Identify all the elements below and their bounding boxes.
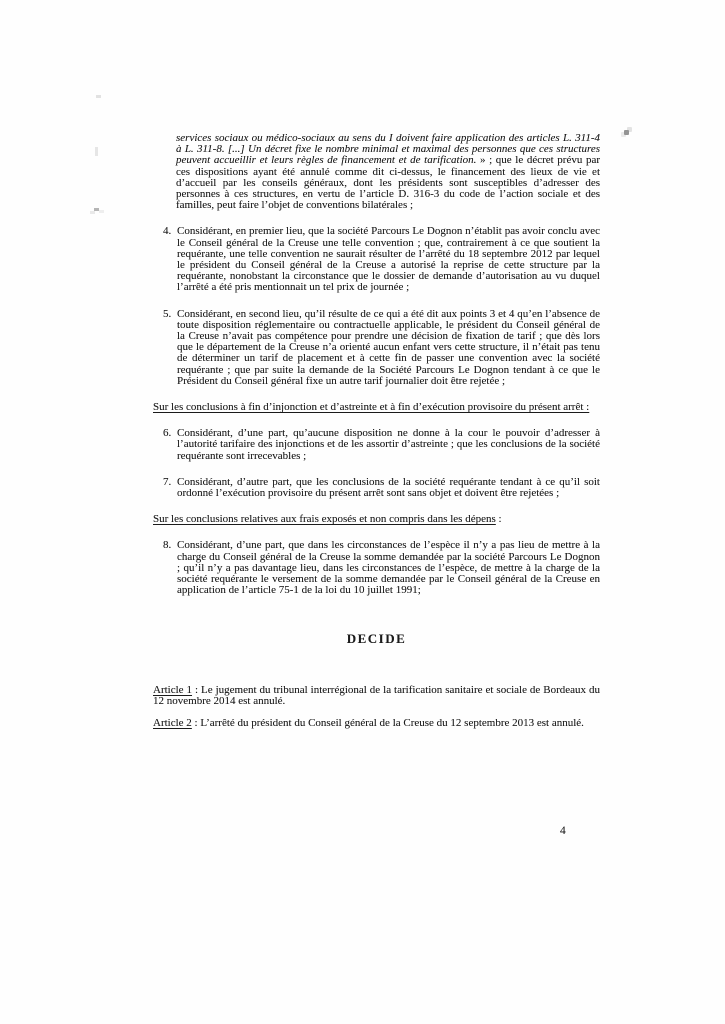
paragraph-number: 6. <box>163 427 172 440</box>
paragraph-text: Considérant, d’autre part, que les conclusions de la société requérante tendant à ce qu’il soit ordonné l’exécution provisoire du présent arrêt sont sans objet et doivent être rejetées ; <box>177 475 600 500</box>
article-1-label: Article 1 <box>153 683 193 696</box>
scan-artifact <box>624 130 629 135</box>
considerant-6 <box>153 428 600 462</box>
article-separator: : <box>192 683 202 696</box>
article-1 <box>153 685 600 707</box>
article-1-text: Le jugement du tribunal interrégional de la tarification sanitaire et sociale de Bordeaux du 12 novembre 2014 est annulé. <box>153 683 601 707</box>
section-heading-text: Sur les conclusions relatives aux frais exposés et non compris dans les dépens <box>153 513 496 526</box>
paragraph-text: Considérant, d’une part, qu’aucune disposition ne donne à la cour le pouvoir d’adresser à l’autorité tarifaire des injonctions et de les assortir d’astreinte ; que les conclusions de la société requérante sont irrecevables ; <box>177 427 600 462</box>
considerant-7 <box>153 477 600 499</box>
paragraph-text: Considérant, en second lieu, qu’il résulte de ce qui a été dit aux points 3 et 4 qu’en l’absence de toute disposition réglementaire ou contractuelle applicable, le président du Conseil général de la Creuse n’avait pas compétence pour prendre une décision de fixation de tarif ; que dès lors que le département de la Creuse n’a orienté aucun enfant vers cette structure, il n’était pas tenu de déterminer un tarif de placement et à cette fin de passer une convention avec la société requérante ; que par suite la demande de la Société Parcours Le Dognon tendant à ce que le Président du Conseil général fixe un autre tarif journalier doit être rejetée ; <box>177 307 600 387</box>
scan-artifact <box>94 208 99 211</box>
paragraph-number: 7. <box>163 475 172 488</box>
quote-italic-text: services sociaux ou médico-sociaux au sens du I doivent faire application des articles L. 311-4 à L. 311-8. [...] Un décret fixe le nombre minimal et maximal des personnes que ces structures peuvent accueillir et leurs règles de financement et de tarification. <box>176 132 600 167</box>
scan-artifact <box>95 147 98 156</box>
section-heading-suffix: : <box>495 513 502 526</box>
quoted-statute-paragraph <box>176 133 600 211</box>
article-separator: : <box>191 717 201 730</box>
paragraph-text: Considérant, d’une part, que dans les circonstances de l’espèce il n’y a pas lieu de mettre à la charge du Conseil général de la Creuse la somme demandée par la société Parcours Le Dognon ; qu’il n’y a pas davantage lieu, dans les circonstances de l’espèce, de mettre à la charge de la société requérante le versement de la somme demandée par le Conseil général de la Creuse en application de l’article 75-1 de la loi du 10 juillet 1991; <box>177 539 600 597</box>
page-number: 4 <box>560 825 566 837</box>
article-2-label: Article 2 <box>153 717 192 730</box>
article-2-text: L’arrêté du président du Conseil général de la Creuse du 12 septembre 2013 est annulé. <box>200 717 584 730</box>
document-body <box>153 133 600 740</box>
decide-heading: DECIDE <box>346 630 407 646</box>
paragraph-text: Considérant, en premier lieu, que la société Parcours Le Dognon n’établit pas avoir conclu avec le Conseil général de la Creuse une telle convention ; que, contrairement à ce que soutient la requérante, une telle convention ne saurait résulter de l’arrêté du 18 septembre 2012 par lequel le président du Conseil général de la Creuse a autorisé la reprise de cette structure par la requérante, nonobstant la circonstance que le dossier de demande d’autorisation au vu duquel l’arrêté a été pris mentionnait un tel prix de journée ; <box>177 225 600 294</box>
quote-regular-text: » ; que le décret prévu par ces dispositions ayant été annulé comme dit ci-dessus, le financement des lieux de vie et d’accueil par les conseils généraux, dont les présidents sont susceptibles d’adresser des personnes à ces structures, en vertu de l’article D. 316-3 du code de l’action sociale et des familles, peut faire l’objet de conventions bilatérales ; <box>176 154 600 212</box>
scan-artifact <box>96 95 101 98</box>
article-2 <box>153 718 600 729</box>
considerant-4 <box>153 226 600 293</box>
section-heading-injonction <box>153 402 600 413</box>
considerant-8 <box>153 540 600 596</box>
section-heading-frais <box>153 514 600 525</box>
paragraph-number: 8. <box>163 539 172 552</box>
section-heading-text: Sur les conclusions à fin d’injonction et d’astreinte et à fin d’exécution provisoire du présent arrêt : <box>153 401 590 414</box>
paragraph-number: 5. <box>163 307 172 320</box>
paragraph-number: 4. <box>163 225 172 238</box>
considerant-5 <box>153 309 600 387</box>
